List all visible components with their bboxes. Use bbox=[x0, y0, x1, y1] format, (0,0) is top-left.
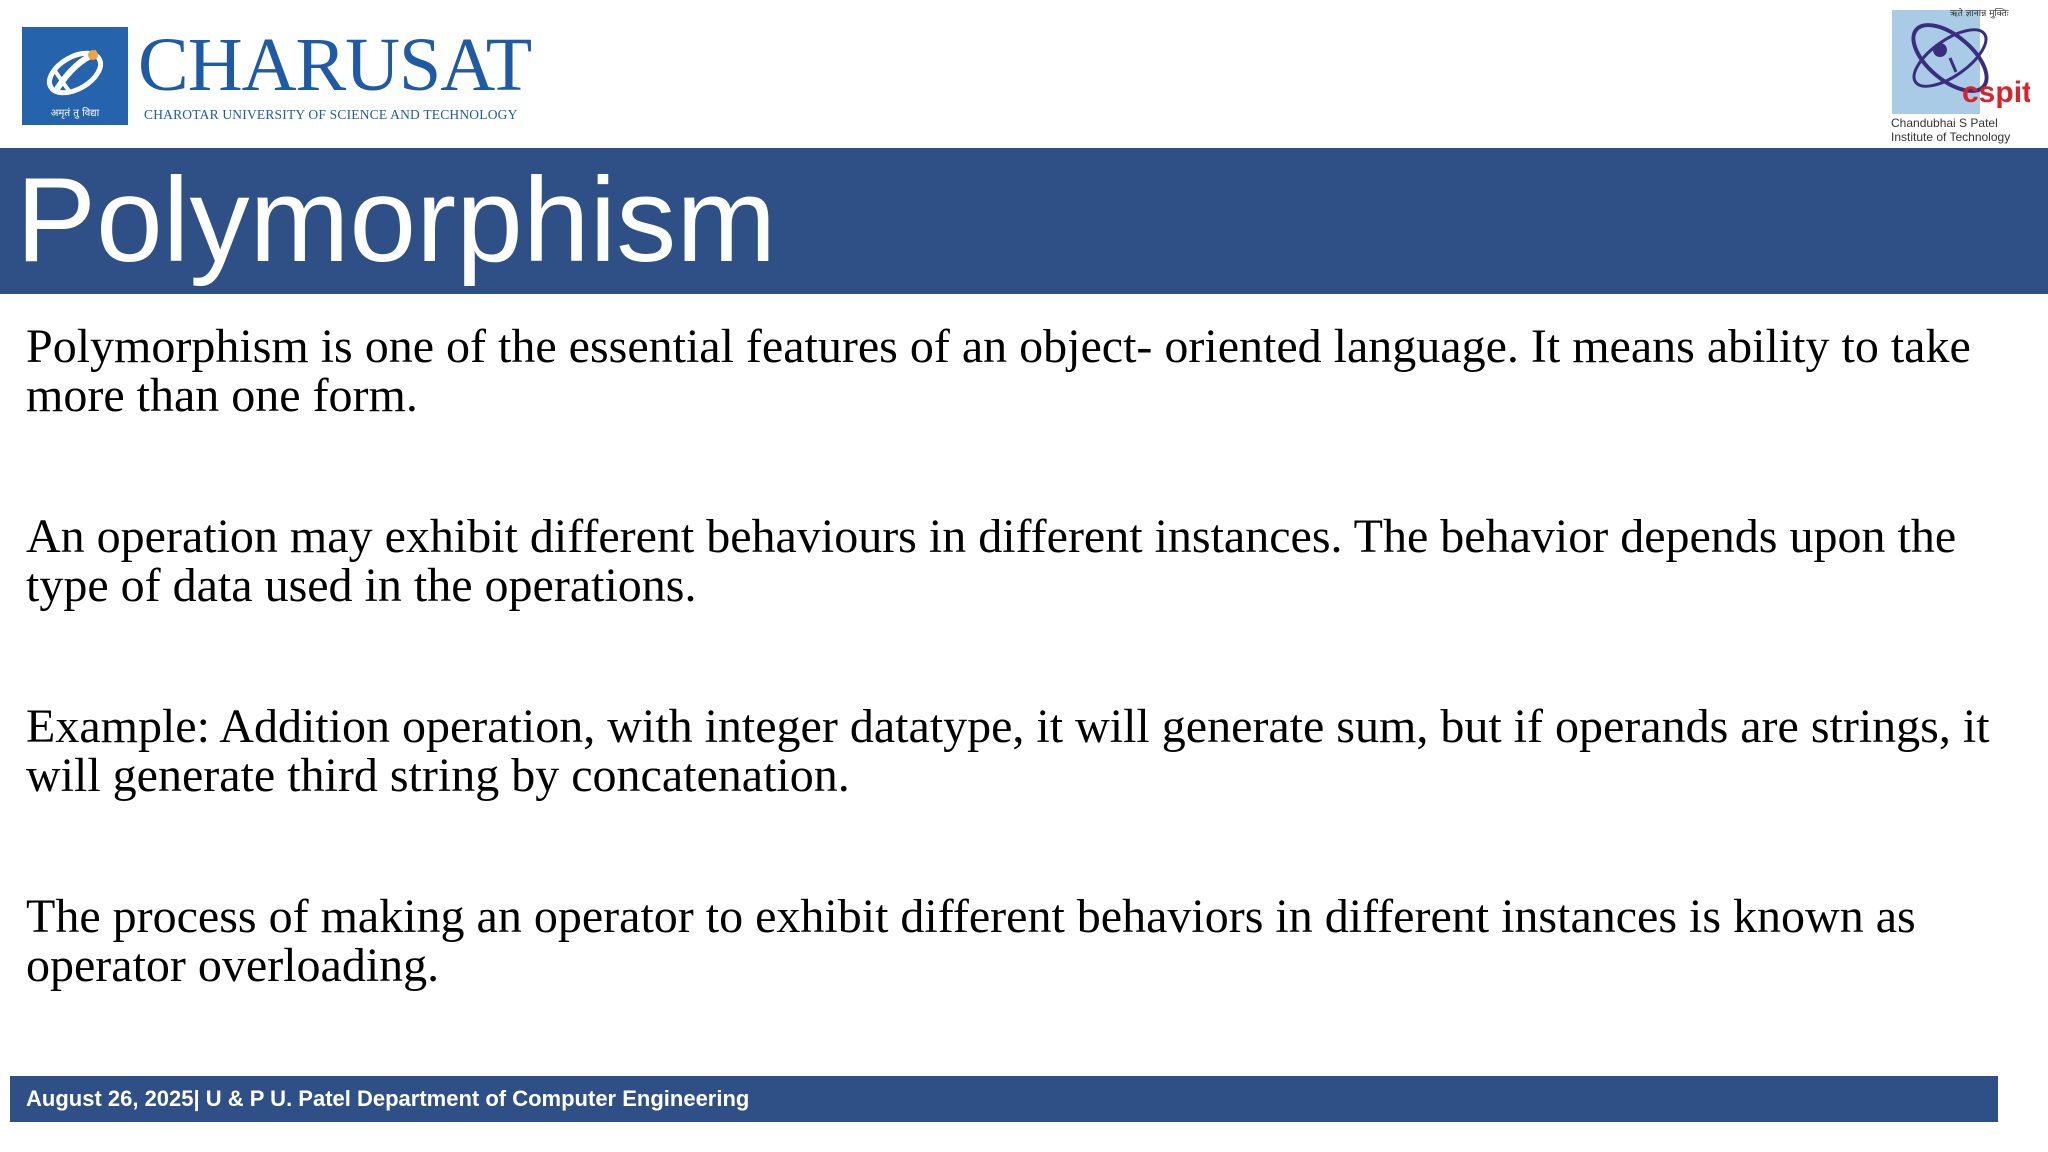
paragraph-operator-overloading: The process of making an operator to exhibit different behaviors in different instances is known as operator overloading. bbox=[26, 890, 1916, 992]
charusat-name: CHARUSAT bbox=[138, 23, 532, 107]
cspit-logo-text: cspit bbox=[1962, 76, 2030, 109]
footer-separator: | bbox=[193, 1086, 206, 1111]
paragraph-behaviour: An operation may exhibit different behaviours in different instances. The behavior depends upon the type of data used in the operations. bbox=[26, 510, 1957, 612]
charusat-logo bbox=[22, 23, 532, 126]
footer-department: U & P U. Patel Department of Computer Engineering bbox=[205, 1086, 750, 1111]
slide-title: Polymorphism bbox=[16, 153, 777, 287]
footer-date: August 26, 2025 bbox=[26, 1086, 194, 1111]
paragraph-definition: Polymorphism is one of the essential features of an object- oriented language. It means ability to take more than one form. bbox=[26, 320, 1971, 422]
charusat-full-name: CHAROTAR UNIVERSITY OF SCIENCE AND TECHNOLOGY bbox=[144, 107, 518, 122]
cspit-motto: ऋते ज्ञानान्न मुक्तिः bbox=[1950, 9, 2009, 19]
cspit-name-line2: Institute of Technology bbox=[1891, 130, 2011, 144]
cspit-emblem-icon bbox=[1890, 6, 2030, 118]
slide-body bbox=[26, 322, 2016, 1082]
paragraph-example: Example: Addition operation, with integer datatype, it will generate sum, but if operands are strings, it will generate third string by concatenation. bbox=[26, 700, 1990, 802]
charusat-emblem-icon bbox=[22, 27, 128, 125]
cspit-caption bbox=[1891, 116, 2041, 144]
cspit-name-line1: Chandubhai S Patel bbox=[1891, 116, 1998, 130]
footer-bar bbox=[10, 1076, 1998, 1122]
charusat-motto: अमृतं तु विद्या bbox=[50, 108, 100, 119]
